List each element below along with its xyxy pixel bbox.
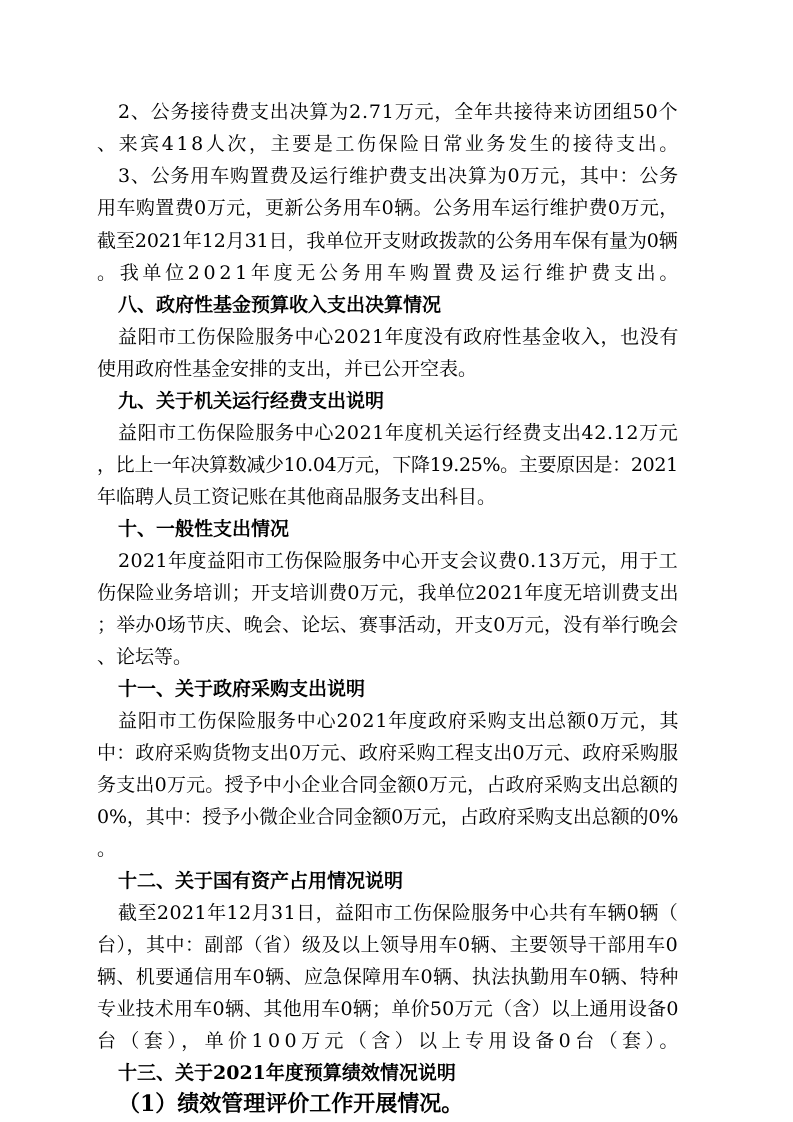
- section-heading: 八、政府性基金预算收入支出决算情况: [118, 294, 442, 316]
- text-line: 务支出0万元。授予中小企业合同金额0万元，占政府采购支出总额的: [97, 774, 679, 796]
- text-line: 益阳市工伤保险服务中心2021年度机关运行经费支出42.12万元: [118, 422, 679, 444]
- text-line: 2021年度益阳市工伤保险服务中心开支会议费0.13万元，用于工: [118, 550, 679, 572]
- text-line: 。我单位2021年度无公务用车购置费及运行维护费支出。: [97, 262, 683, 284]
- text-line: 伤保险业务培训；开支培训费0万元，我单位2021年度无培训费支出: [97, 582, 679, 604]
- text-line: 使用政府性基金安排的支出，并已公开空表。: [97, 358, 478, 380]
- text-line: 。: [97, 838, 117, 860]
- subsection-heading: （1）绩效管理评价工作开展情况。: [118, 1091, 464, 1117]
- text-line: 辆、机要通信用车0辆、应急保障用车0辆、执法执勤用车0辆、特种: [97, 966, 679, 988]
- text-line: 台（套），单价100万元（含）以上专用设备0台（套）。: [97, 1030, 683, 1052]
- text-line: 用车购置费0万元，更新公务用车0辆。公务用车运行维护费0万元，: [97, 197, 679, 219]
- text-line: 台），其中：副部（省）级及以上领导用车0辆、主要领导干部用车0: [97, 934, 679, 956]
- text-line: 益阳市工伤保险服务中心2021年度没有政府性基金收入，也没有: [118, 326, 679, 348]
- text-line: 截至2021年12月31日，益阳市工伤保险服务中心共有车辆0辆（: [118, 902, 679, 924]
- text-line: ，比上一年决算数减少10.04万元，下降19.25%。主要原因是：2021: [97, 454, 678, 476]
- text-line: 益阳市工伤保险服务中心2021年度政府采购支出总额0万元，其: [118, 710, 680, 732]
- text-line: 截至2021年12月31日，我单位开支财政拨款的公务用车保有量为0辆: [97, 230, 678, 252]
- section-heading: 九、关于机关运行经费支出说明: [118, 390, 385, 412]
- text-line: 0%，其中：授予小微企业合同金额0万元，占政府采购支出总额的0%: [97, 806, 679, 828]
- text-line: 3、公务用车购置费及运行维护费支出决算为0万元，其中：公务: [118, 165, 679, 187]
- text-line: 中：政府采购货物支出0万元、政府采购工程支出0万元、政府采购服: [97, 742, 679, 764]
- text-line: 、论坛等。: [97, 646, 193, 668]
- text-line: 年临聘人员工资记账在其他商品服务支出科目。: [97, 486, 497, 508]
- text-line: 2、公务接待费支出决算为2.71万元，全年共接待来访团组50个: [118, 101, 679, 123]
- section-heading: 十三、关于2021年度预算绩效情况说明: [118, 1062, 456, 1084]
- section-heading: 十二、关于国有资产占用情况说明: [118, 870, 404, 892]
- text-line: 专业技术用车0辆、其他用车0辆；单价50万元（含）以上通用设备0: [97, 998, 679, 1020]
- section-heading: 十、一般性支出情况: [118, 518, 290, 540]
- section-heading: 十一、关于政府采购支出说明: [118, 678, 366, 700]
- text-line: ；举办0场节庆、晚会、论坛、赛事活动，开支0万元，没有举行晚会: [97, 614, 679, 636]
- text-line: 、来宾418人次，主要是工伤保险日常业务发生的接待支出。: [97, 133, 681, 155]
